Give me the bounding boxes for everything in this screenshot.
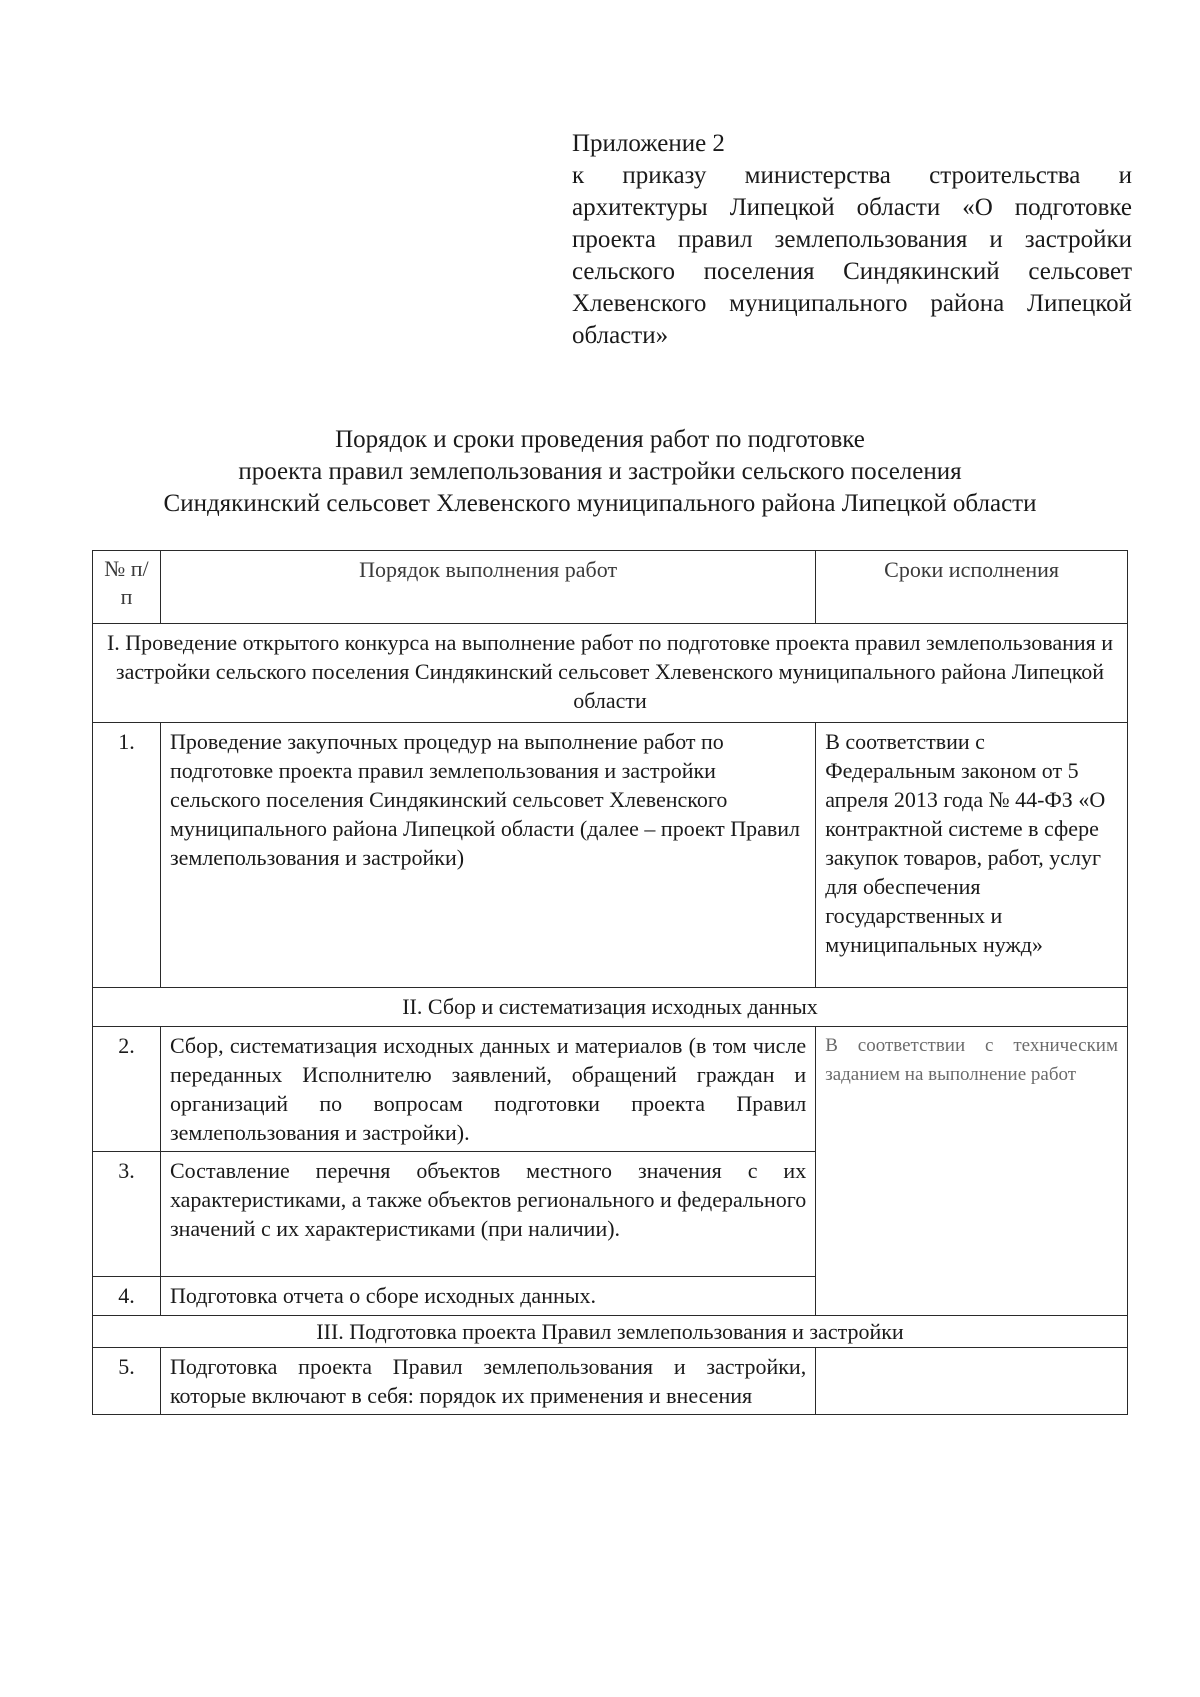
row-deadline [816,1348,1128,1415]
row-work: Сбор, систематизация исходных данных и материалов (в том числе переданных Исполнителю заявлений, обращений граждан и организаций по вопросам подготовки проекта Правил землепользования и застройки). [160,1027,815,1152]
row-deadline: В соответствии с техническим заданием на выполнение работ [816,1027,1128,1316]
appendix-block [572,128,1132,352]
row-work: Подготовка отчета о сборе исходных данных. [160,1277,815,1316]
table-row [93,1348,1128,1415]
appendix-reference: к приказу министерства строительства и архитектуры Липецкой области «О подготовке проекта правил землепользования и застройки сельского поселения Синдякинский сельсовет Хлевенского муниципального района Липецкой области» [572,162,1132,349]
row-work: Подготовка проекта Правил землепользования и застройки, которые включают в себя: порядок их применения и внесения [160,1348,815,1415]
section-row [93,624,1128,723]
section-title: I. Проведение открытого конкурса на выполнение работ по подготовке проекта правил землепользования и застройки сельского поселения Синдякинский сельсовет Хлевенского муниципального района Липецкой области [93,624,1128,723]
row-number: 2. [93,1027,161,1152]
row-work: Составление перечня объектов местного значения с их характеристиками, а также объектов регионального и федерального значений с их характеристиками (при наличии). [160,1152,815,1277]
document-title-line-1: Порядок и сроки проведения работ по подготовке [335,426,865,453]
section-title: III. Подготовка проекта Правил землепользования и застройки [93,1316,1128,1348]
row-deadline: В соответствии с Федеральным законом от 5 апреля 2013 года № 44-ФЗ «О контрактной системе в сфере закупок товаров, работ, услуг для обеспечения государственных и муниципальных нужд» [816,723,1128,988]
header-work-order: Порядок выполнения работ [160,551,815,624]
row-number: 1. [93,723,161,988]
header-deadlines: Сроки исполнения [816,551,1128,624]
table-row [93,1027,1128,1152]
document-title-line-3: Синдякинский сельсовет Хлевенского муниципального района Липецкой области [163,490,1037,517]
appendix-title: Приложение 2 [572,130,725,157]
row-number: 4. [93,1277,161,1316]
document-title-line-2: проекта правил землепользования и застройки сельского поселения [238,458,962,485]
row-work: Проведение закупочных процедур на выполнение работ по подготовке проекта правил землепользования и застройки сельского поселения Синдякинский сельсовет Хлевенского муниципального района Липецкой области (далее – проект Правил землепользования и застройки) [160,723,815,988]
row-number: 5. [93,1348,161,1415]
section-row [93,1316,1128,1348]
section-title: II. Сбор и систематизация исходных данных [93,988,1128,1027]
row-number: 3. [93,1152,161,1277]
header-number: № п/п [93,551,161,624]
table-row [93,723,1128,988]
table-header-row [93,551,1128,624]
schedule-table [92,550,1128,1415]
section-row [93,988,1128,1027]
document-title [80,424,1120,520]
